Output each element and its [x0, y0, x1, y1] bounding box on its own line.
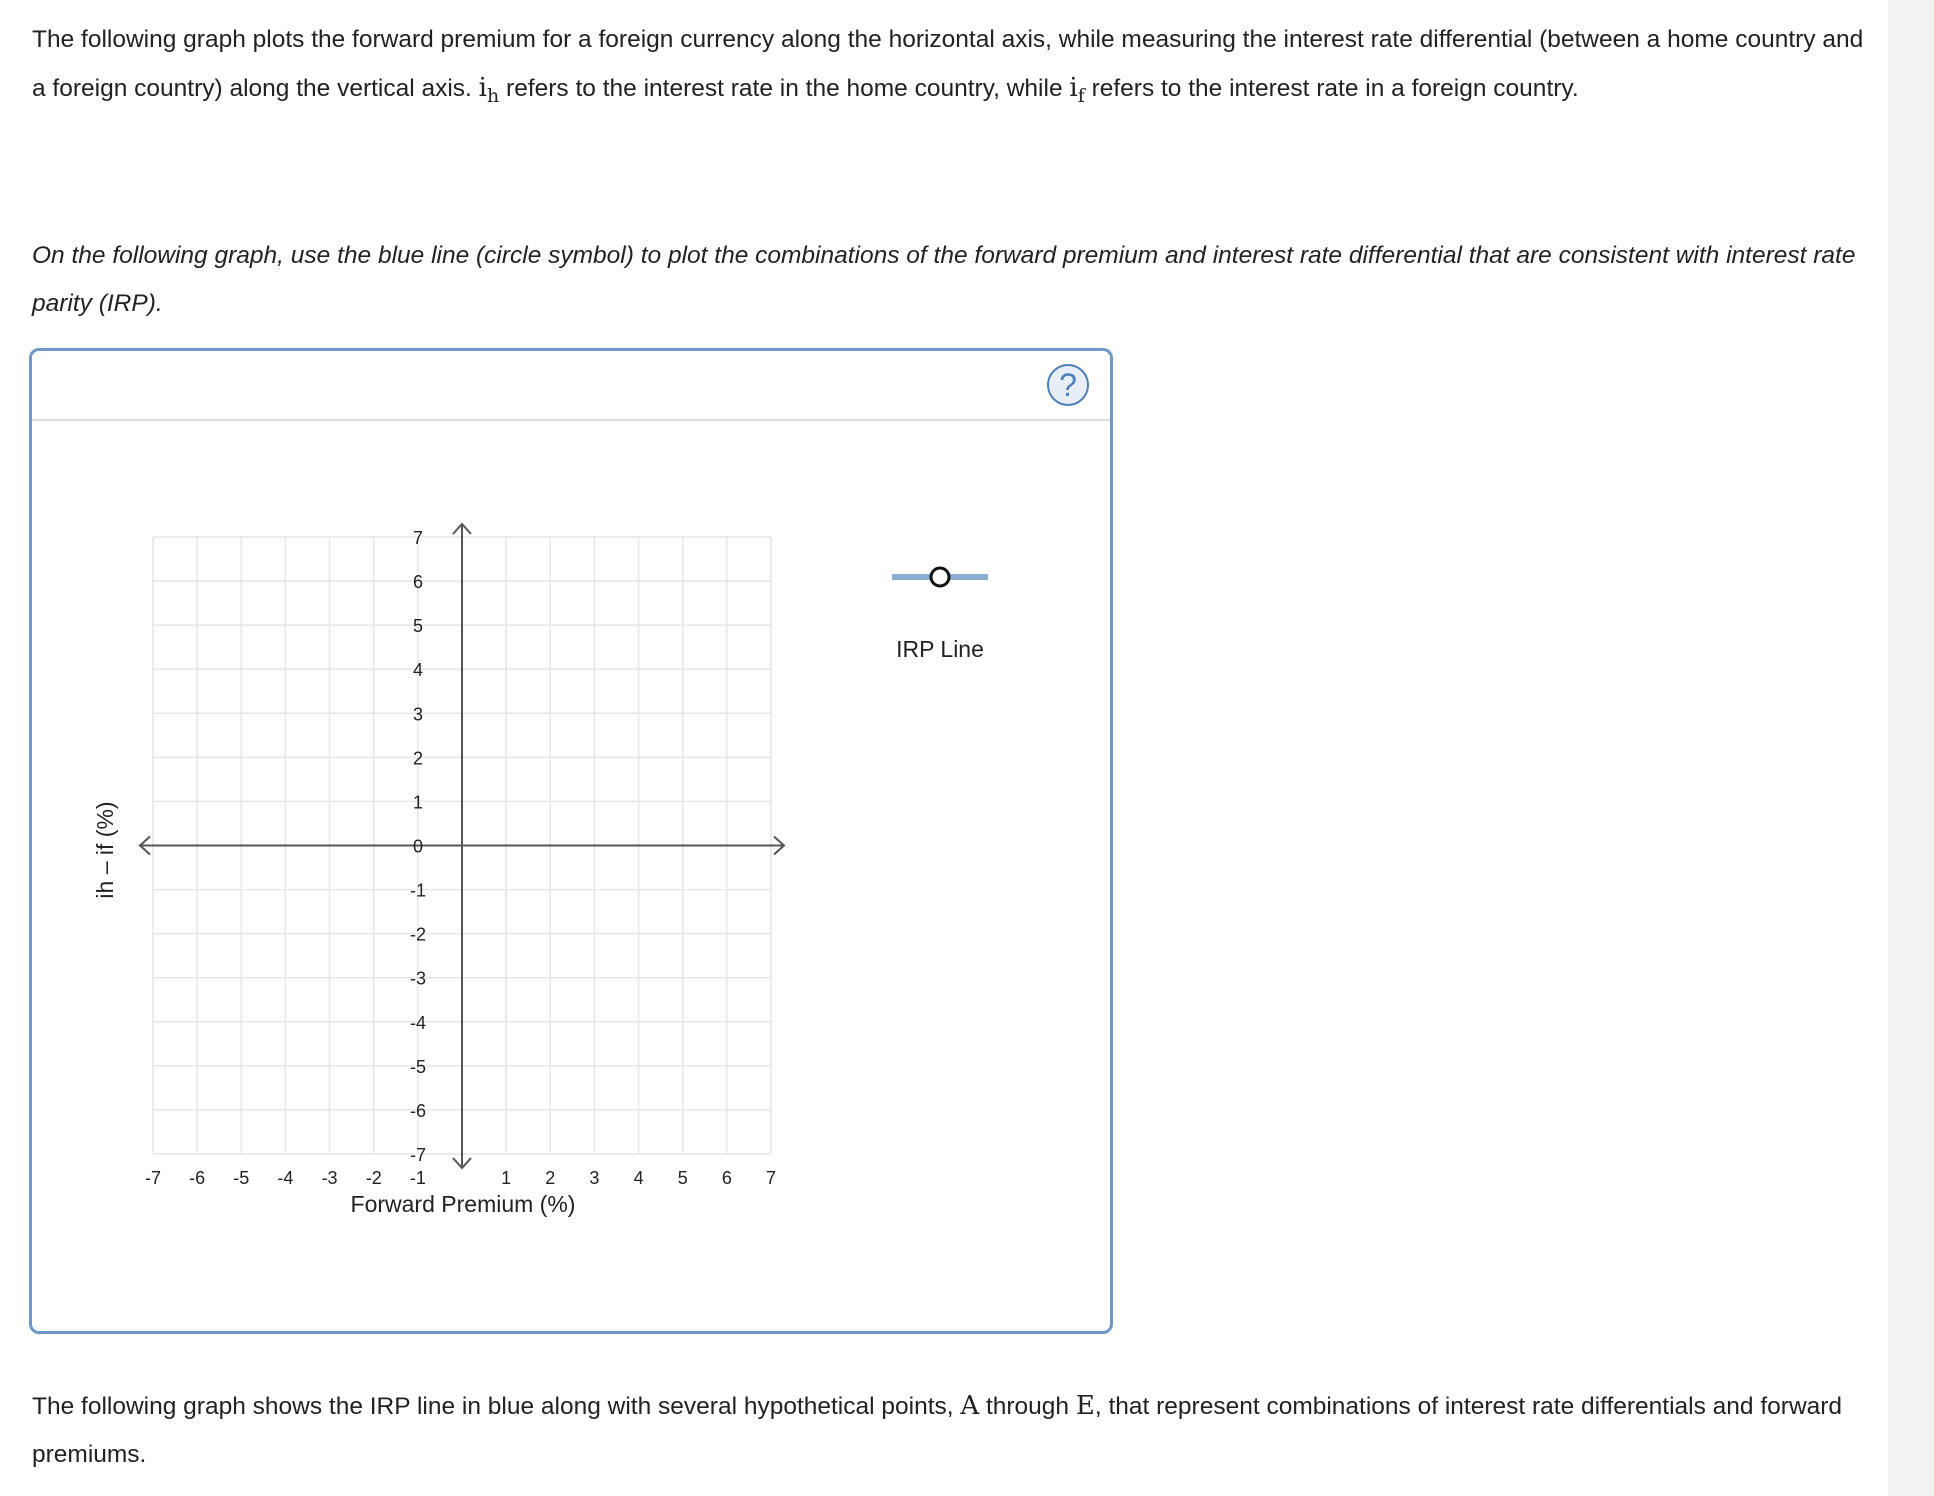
intro-text-2: refers to the interest rate in the home country, while: [499, 75, 1070, 102]
x-tick-label: 2: [545, 1168, 556, 1188]
legend-label: IRP Line: [896, 636, 984, 662]
x-tick-label: 6: [721, 1168, 732, 1188]
y-tick-label: -5: [409, 1056, 427, 1077]
y-tick-label: -7: [409, 1145, 427, 1165]
y-tick-label: 7: [412, 528, 424, 548]
outro-text-3: , that represent combinations of interest rate differentials and forward premiums.: [32, 1393, 1843, 1468]
x-tick-label: -6: [189, 1168, 206, 1188]
ih-symbol: i: [478, 73, 487, 103]
irp-line-tool[interactable]: [890, 560, 990, 590]
x-tick-label: 1: [501, 1168, 512, 1188]
outro-text-2: through: [979, 1393, 1076, 1420]
x-tick-label: 4: [633, 1168, 644, 1188]
if-symbol: i: [1069, 73, 1078, 103]
y-tick-label: 6: [412, 572, 424, 593]
y-tick-label: 5: [412, 616, 424, 637]
point-a-symbol: A: [960, 1391, 980, 1421]
x-tick-label: -1: [409, 1168, 426, 1188]
outro-paragraph: [32, 1382, 1872, 1479]
instruction-paragraph: On the following graph, use the blue line (circle symbol) to plot the combinations of the forward premium and interest rate differential that are consistent with interest rate parity (IRP).: [32, 242, 1856, 317]
x-tick-label: -7: [144, 1168, 162, 1188]
x-tick-label: 3: [589, 1168, 600, 1188]
y-tick-label: -4: [409, 1012, 427, 1033]
axes: [140, 524, 784, 1168]
x-tick-label: 5: [677, 1168, 688, 1188]
legend-circle-marker: [931, 568, 949, 586]
y-axis-label: ih – if (%): [92, 801, 118, 899]
y-tick-label: -3: [409, 968, 427, 989]
y-tick-label: -1: [409, 880, 427, 901]
outro-text-1: The following graph shows the IRP line in blue along with several hypothetical points,: [32, 1393, 961, 1420]
point-e-symbol: E: [1075, 1391, 1095, 1421]
help-button[interactable]: ?: [1047, 364, 1089, 406]
y-tick-label: -6: [409, 1100, 427, 1121]
y-tick-label: 2: [412, 748, 424, 769]
if-subscript: f: [1077, 84, 1085, 107]
intro-text-3: refers to the interest rate in a foreign country.: [1084, 75, 1579, 102]
x-tick-label: -3: [321, 1168, 338, 1188]
intro-text-1: The following graph plots the forward premium for a foreign currency along the horizontal axis, while measuring the interest rate differential (between a home country and a foreign country) along the vertical axis.: [32, 26, 1864, 102]
x-tick-label: -2: [365, 1168, 382, 1188]
x-tick-labels: [145, 1168, 776, 1188]
y-tick-label: 3: [412, 704, 424, 725]
x-tick-label: 7: [765, 1168, 777, 1188]
y-tick-label: 0: [412, 836, 424, 857]
ih-subscript: h: [487, 84, 500, 107]
x-tick-label: -5: [233, 1168, 250, 1188]
x-axis-label: Forward Premium (%): [350, 1191, 576, 1217]
y-tick-label: 4: [412, 660, 424, 681]
y-tick-label: 1: [412, 792, 424, 813]
x-tick-label: -4: [277, 1168, 294, 1188]
y-tick-label: -2: [409, 924, 427, 945]
